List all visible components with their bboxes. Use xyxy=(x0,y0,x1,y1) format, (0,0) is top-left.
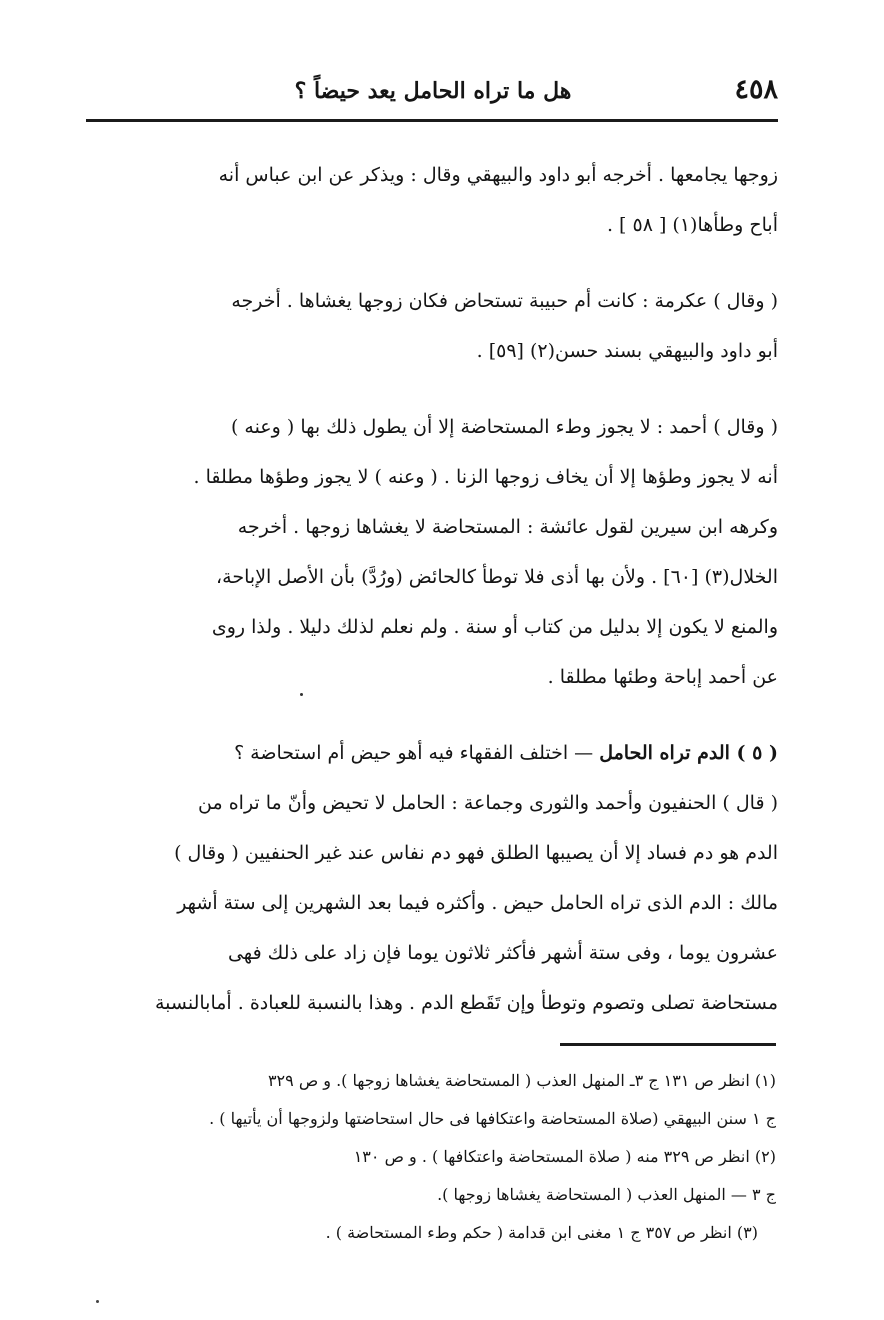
text-line: ( وقال ) أحمد : لا يجوز وطء المستحاضة إلا أن يطول ذلك بها ( وعنه ) xyxy=(230,416,778,438)
running-title: هل ما تراه الحامل يعد حيضاً ؟ xyxy=(294,78,572,104)
text-line: والمنع لا يكون إلا بدليل من كتاب أو سنة . ولم نعلم لذلك دليلا . ولذا روى xyxy=(211,616,778,638)
footnote-rule xyxy=(560,1043,776,1046)
text-line: عن أحمد إباحة وطئها مطلقا . xyxy=(547,666,778,688)
footnote-3 xyxy=(96,1214,776,1252)
text-line: الخلال(٣) [٦٠] . ولأن بها أذى فلا توطأ كالحائض (ورُدَّ) بأن الأصل الإباحة، xyxy=(216,566,778,588)
paragraph-1 xyxy=(88,150,778,250)
footnote-line: (١) انظر ص ١٣١ ج ٣ـ المنهل العذب ( المستحاضة يغشاها زوجها ). و ص ٣٢٩ xyxy=(267,1071,776,1090)
page-number: ٤٥٨ xyxy=(734,74,778,105)
text-line: — اختلف الفقهاء فيه أهو حيض أم استحاضة ؟ xyxy=(234,742,594,764)
paragraph-2 xyxy=(88,276,778,376)
text-line: ( وقال ) عكرمة : كانت أم حبيبة تستحاض فكان زوجها يغشاها . أخرجه xyxy=(231,290,778,312)
footnote-line: (٢) انظر ص ٣٢٩ منه ( صلاة المستحاضة واعتكافها ) . و ص ١٣٠ xyxy=(353,1147,776,1166)
text-line: أباح وطأها(١) [ ٥٨ ] . xyxy=(606,214,778,236)
footnote-line: (٣) انظر ص ٣٥٧ ج ١ مغنى ابن قدامة ( حكم وطء المستحاضة ) . xyxy=(325,1223,758,1242)
footnotes xyxy=(96,1062,776,1252)
text-line: مستحاضة تصلى وتصوم وتوطأ وإن تَقَطع الدم . وهذا بالنسبة للعبادة . أمابالنسبة xyxy=(154,992,778,1014)
ink-speck xyxy=(300,693,303,696)
text-line: مالك : الدم الذى تراه الحامل حيض . وأكثره فيما بعد الشهرين إلى ستة أشهر xyxy=(177,892,778,914)
text-line: أبو داود والبيهقي بسند حسن(٢) [٥٩] . xyxy=(476,340,778,362)
header-rule xyxy=(86,119,778,122)
text-line: الدم هو دم فساد إلا أن يصيبها الطلق فهو دم نفاس عند غير الحنفيين ( وقال ) xyxy=(174,842,778,864)
footnote-2 xyxy=(96,1138,776,1214)
footnote-line: ج ١ سنن البيهقي (صلاة المستحاضة واعتكافها فى حال استحاضتها ولزوجها أن يأتيها ) . xyxy=(209,1109,776,1128)
running-head xyxy=(88,70,778,114)
paragraph-4 xyxy=(88,728,778,1028)
section-heading: ( ٥ ) الدم تراه الحامل xyxy=(599,742,778,764)
text-line: أنه لا يجوز وطؤها إلا أن يخاف زوجها الزنا . ( وعنه ) لا يجوز وطؤها مطلقا . xyxy=(193,466,778,488)
text-line: عشرون يوما ، وفى ستة أشهر فأكثر ثلاثون يوما فإن زاد على ذلك فهى xyxy=(227,942,778,964)
footnote-1 xyxy=(96,1062,776,1138)
text-line: ( قال ) الحنفيون وأحمد والثورى وجماعة : الحامل لا تحيض وأنّ ما تراه من xyxy=(198,792,778,814)
footnote-line: ج ٣ — المنهل العذب ( المستحاضة يغشاها زوجها ). xyxy=(437,1185,776,1204)
main-text xyxy=(88,150,778,1028)
paragraph-3 xyxy=(88,402,778,702)
ink-speck xyxy=(96,1300,99,1303)
text-line: زوجها يجامعها . أخرجه أبو داود والبيهقي وقال : ويذكر عن ابن عباس أنه xyxy=(218,164,778,186)
text-line: وكرهه ابن سيرين لقول عائشة : المستحاضة لا يغشاها زوجها . أخرجه xyxy=(237,516,778,538)
